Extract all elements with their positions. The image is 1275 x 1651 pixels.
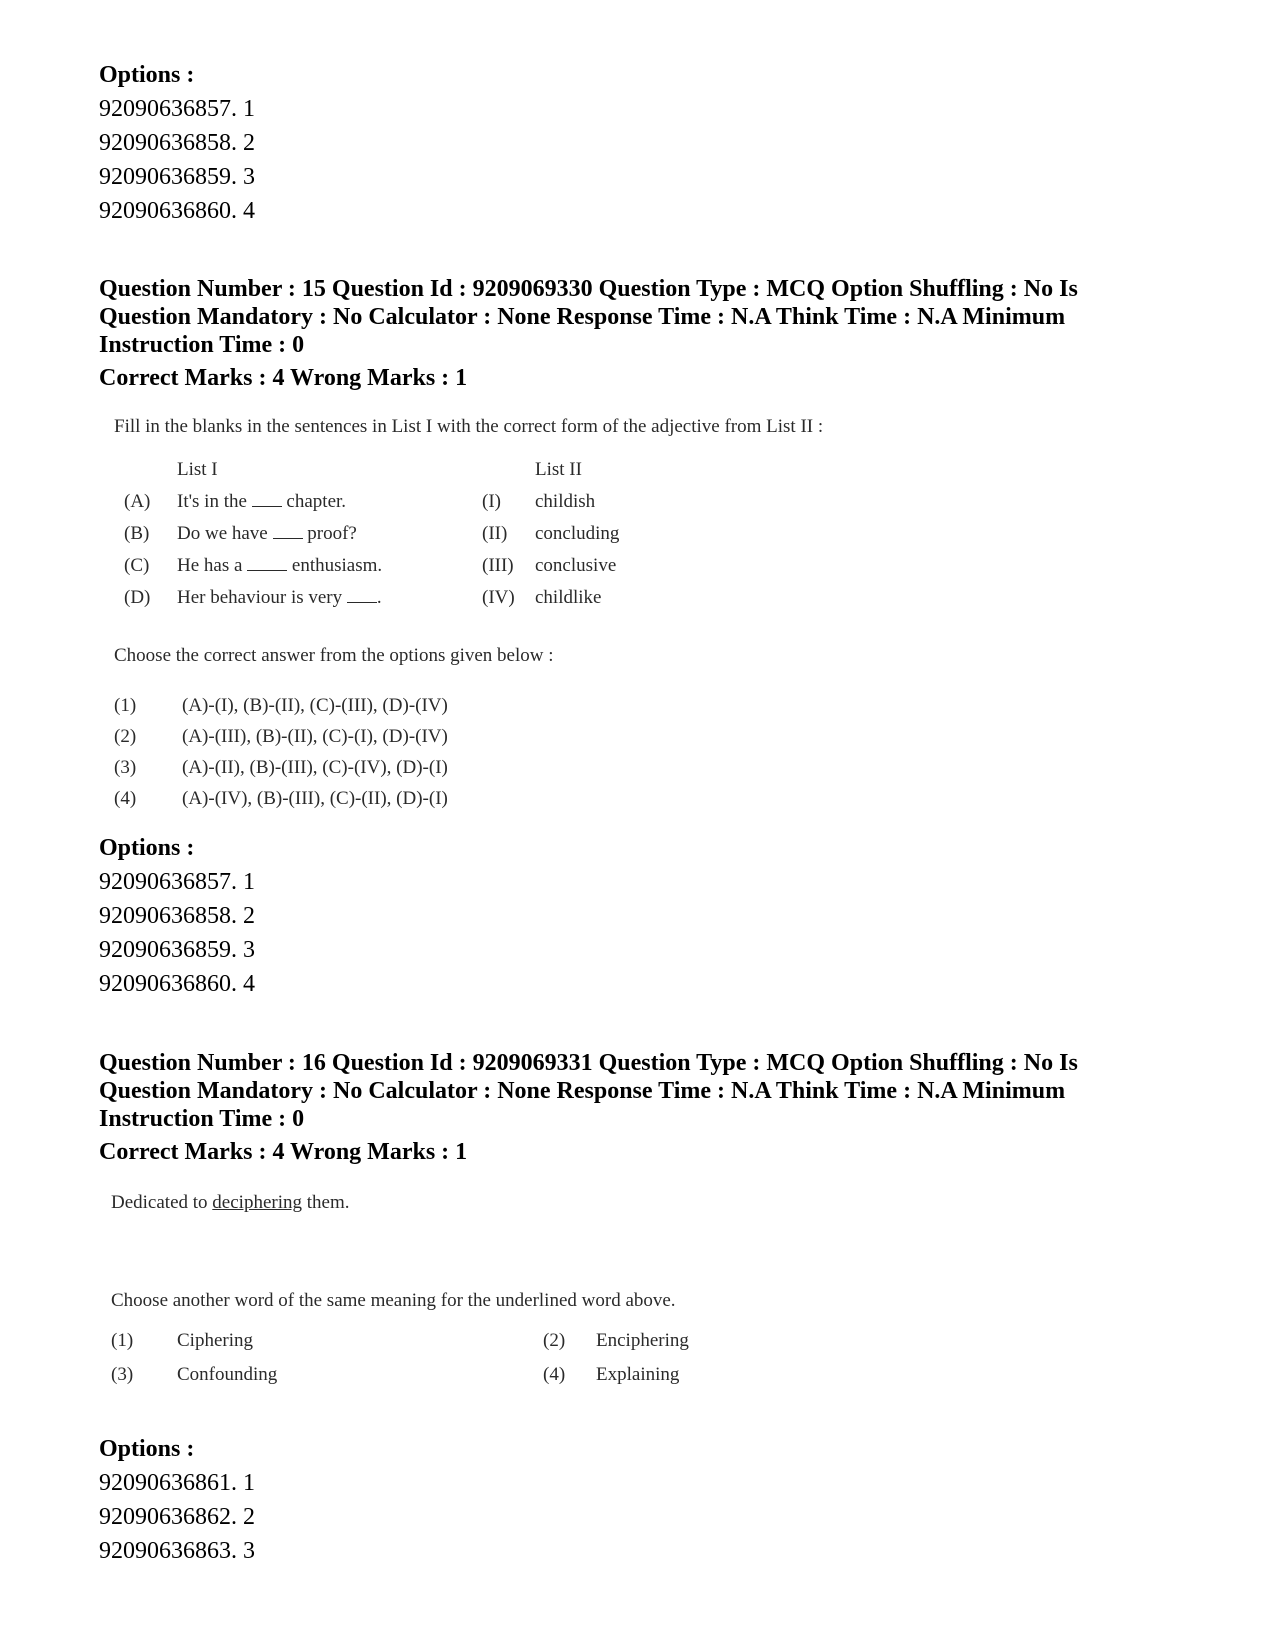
answer-text: (A)-(II), (B)-(III), (C)-(IV), (D)-(I) <box>182 757 448 778</box>
q16-sentence: Dedicated to deciphering them. <box>111 1192 350 1213</box>
options-label: Options : <box>99 1436 195 1462</box>
blank-line <box>273 524 303 539</box>
underlined-word: deciphering <box>212 1192 302 1213</box>
answer-num: (1) <box>114 695 137 716</box>
list1-item: Do we have proof? <box>177 523 357 544</box>
option-item: 92090636859. 3 <box>99 164 255 190</box>
answer-num: (4) <box>114 788 137 809</box>
top-options-block <box>99 58 255 228</box>
list1-key: (B) <box>124 523 150 544</box>
list1-item: It's in the chapter. <box>177 491 347 512</box>
list2-key: (IV) <box>482 587 515 608</box>
q16-options-block <box>99 1432 255 1568</box>
q15-prompt: Fill in the blanks in the sentences in List I with the correct form of the adjective from List II : <box>114 416 824 437</box>
q16-header-line2: Question Mandatory : No Calculator : None Response Time : N.A Think Time : N.A Minimum <box>99 1078 1066 1104</box>
option-item: 92090636858. 2 <box>99 130 255 156</box>
answer-num: (3) <box>111 1364 134 1385</box>
list1-key: (A) <box>124 491 151 512</box>
blank-line <box>252 492 282 507</box>
list1-key: (D) <box>124 587 151 608</box>
answer-text: Confounding <box>177 1364 278 1385</box>
answer-text: Ciphering <box>177 1330 253 1351</box>
blank-line <box>247 556 287 571</box>
q16-header-line3: Instruction Time : 0 <box>99 1106 305 1132</box>
answer-num: (2) <box>114 726 137 747</box>
answer-num: (1) <box>111 1330 134 1351</box>
q15-options-block <box>99 831 255 1001</box>
answer-text: (A)-(I), (B)-(II), (C)-(III), (D)-(IV) <box>182 695 448 716</box>
answer-num: (2) <box>543 1330 566 1351</box>
q15-header-line2: Question Mandatory : No Calculator : None Response Time : N.A Think Time : N.A Minimum <box>99 304 1066 330</box>
option-item: 92090636862. 2 <box>99 1504 255 1530</box>
q15-header <box>99 275 1199 359</box>
answer-text: (A)-(IV), (B)-(III), (C)-(II), (D)-(I) <box>182 788 448 809</box>
list2-title: List II <box>535 459 582 480</box>
list2-key: (II) <box>482 523 508 544</box>
list1-key: (C) <box>124 555 150 576</box>
option-item: 92090636861. 1 <box>99 1470 255 1496</box>
list2-key: (I) <box>482 491 501 512</box>
list1-title: List I <box>177 459 218 480</box>
list2-item: childish <box>535 491 596 512</box>
list1-item: Her behaviour is very . <box>177 587 382 608</box>
option-item: 92090636858. 2 <box>99 903 255 929</box>
q15-header-line3: Instruction Time : 0 <box>99 332 305 358</box>
q16-choose: Choose another word of the same meaning for the underlined word above. <box>111 1290 676 1311</box>
q16-header <box>99 1049 1199 1133</box>
q16-header-line1: Question Number : 16 Question Id : 9209069331 Question Type : MCQ Option Shuffling : No Is <box>99 1050 1078 1076</box>
option-item: 92090636860. 4 <box>99 971 255 997</box>
option-item: 92090636860. 4 <box>99 198 255 224</box>
answer-text: (A)-(III), (B)-(II), (C)-(I), (D)-(IV) <box>182 726 448 747</box>
option-item: 92090636857. 1 <box>99 869 255 895</box>
list1-item: He has a enthusiasm. <box>177 555 383 576</box>
q16-marks: Correct Marks : 4 Wrong Marks : 1 <box>99 1139 468 1165</box>
option-item: 92090636863. 3 <box>99 1538 255 1564</box>
q15-choose: Choose the correct answer from the options given below : <box>114 645 554 666</box>
list2-key: (III) <box>482 555 514 576</box>
q15-header-line1: Question Number : 15 Question Id : 9209069330 Question Type : MCQ Option Shuffling : No Is <box>99 276 1078 302</box>
option-item: 92090636859. 3 <box>99 937 255 963</box>
q15-marks: Correct Marks : 4 Wrong Marks : 1 <box>99 365 468 391</box>
list2-item: childlike <box>535 587 602 608</box>
options-label: Options : <box>99 835 195 861</box>
list2-item: concluding <box>535 523 620 544</box>
blank-line <box>347 588 377 603</box>
option-item: 92090636857. 1 <box>99 96 255 122</box>
answer-num: (3) <box>114 757 137 778</box>
list2-item: conclusive <box>535 555 617 576</box>
answer-num: (4) <box>543 1364 566 1385</box>
options-label: Options : <box>99 62 195 88</box>
answer-text: Enciphering <box>596 1330 689 1351</box>
answer-text: Explaining <box>596 1364 680 1385</box>
